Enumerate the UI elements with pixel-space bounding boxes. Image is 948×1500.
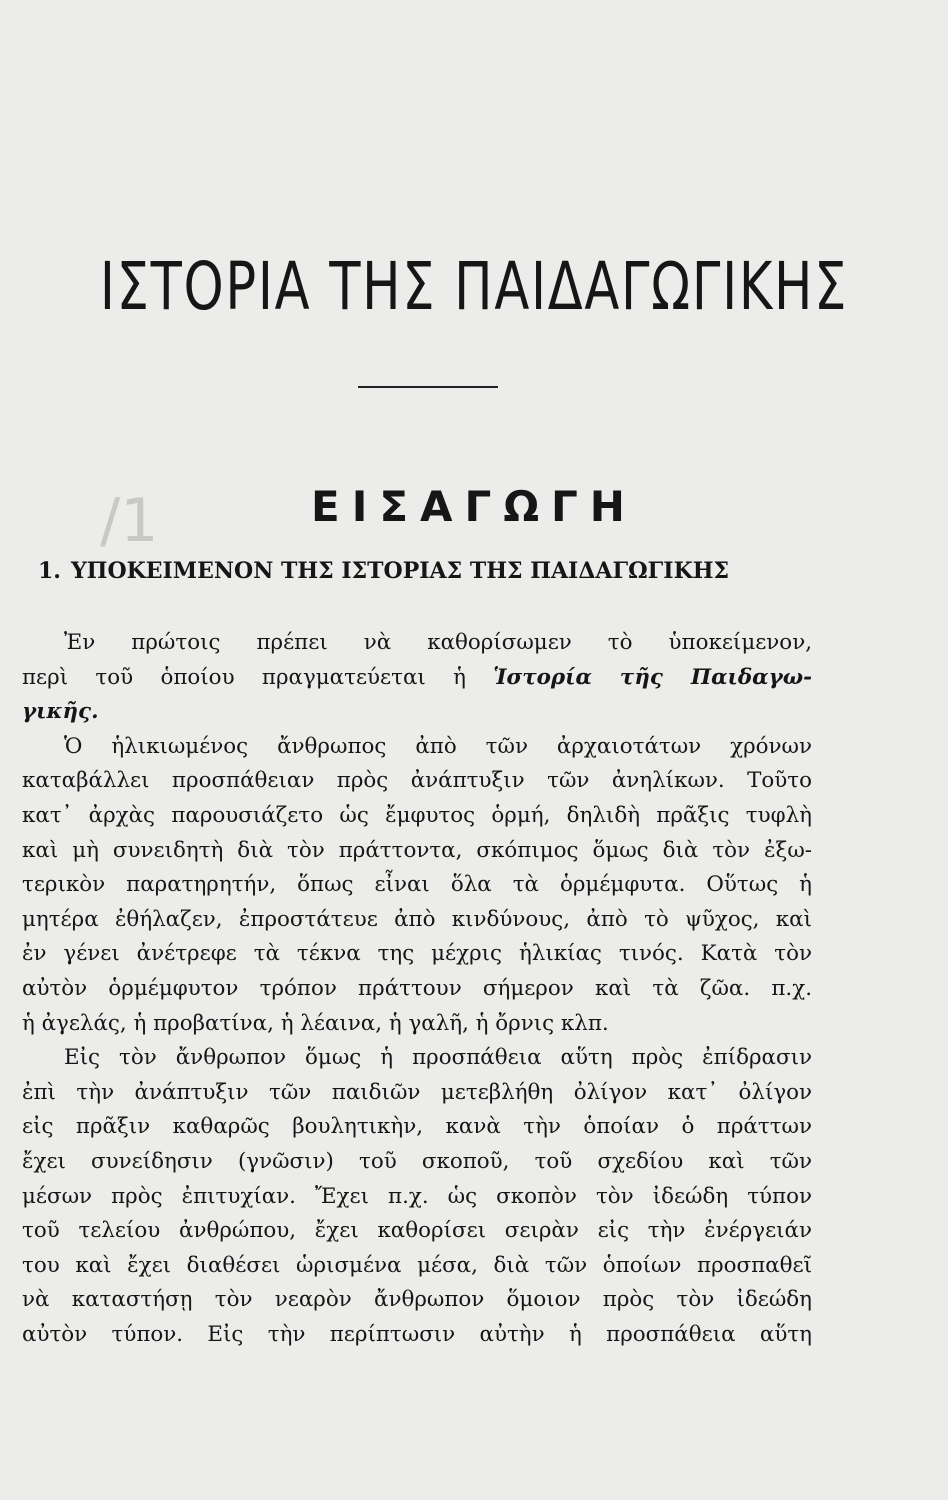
text-line: μητέρα ἐθήλαζεν, ἐπροστάτευε ἀπὸ κινδύνους, ἀπὸ τὸ ψῦχος, καὶ xyxy=(22,906,812,932)
text-line: Εἰς τὸν ἄνθρωπον ὅμως ἡ προσπάθεια αὕτη πρὸς ἐπίδρασιν xyxy=(64,1045,812,1071)
text-line: καταβάλλει προσπάθειαν πρὸς ἀνάπτυξιν τῶν ἀνηλίκων. Τοῦτο xyxy=(22,768,812,794)
text-line xyxy=(22,661,812,696)
text-line: τοῦ τελείου ἀνθρώπου, ἔχει καθορίσει σειρὰν εἰς τὴν ἐνέργειάν xyxy=(22,1218,812,1244)
section-title: ΥΠΟΚΕΙΜΕΝΟΝ ΤΗΣ ΙΣΤΟΡΙΑΣ ΤΗΣ ΠΑΙΔΑΓΩΓΙΚΗΣ xyxy=(70,558,730,584)
text-line: εἰς πρᾶξιν καθαρῶς βουλητικὴν, κανὰ τὴν ὁποίαν ὁ πράττων xyxy=(22,1114,812,1140)
title-divider xyxy=(358,386,498,388)
text-line: ἐν γένει ἀνέτρεφε τὰ τέκνα της μέχρις ἡλικίας τινός. Κατὰ τὸν xyxy=(22,941,812,967)
text-line: του καὶ ἔχει διαθέσει ὡρισμένα μέσα, διὰ τῶν ὁποίων προσπαθεῖ xyxy=(22,1252,812,1278)
text-line: ἡ ἀγελάς, ἡ προβατίνα, ἡ λέαινα, ἡ γαλῆ, ἡ ὄρνις κλπ. xyxy=(22,1010,609,1036)
text-line: αὐτὸν ὁρμέμφυτον τρόπον πράττουν σήμερον καὶ τὰ ζῶα. π.χ. xyxy=(22,975,812,1001)
text-line: ἐπὶ τὴν ἀνάπτυξιν τῶν παιδιῶν μετεβλήθη ὀλίγον κατ᾿ ὀλίγον xyxy=(22,1079,812,1105)
text-line: τερικὸν παρατηρητήν, ὅπως εἶναι ὅλα τὰ ὁρμέμφυτα. Οὕτως ἡ xyxy=(22,872,812,898)
text-line: ἔχει συνείδησιν (γνῶσιν) τοῦ σκοποῦ, τοῦ σχεδίου καὶ τῶν xyxy=(22,1148,812,1174)
text-line: Ὁ ἡλικιωμένος ἄνθρωπος ἀπὸ τῶν ἀρχαιοτάτων χρόνων xyxy=(64,733,812,759)
text-span: περὶ τοῦ ὁποίου πραγματεύεται ἡ xyxy=(22,664,466,690)
text-line: γικῆς. xyxy=(22,699,99,725)
book-title: ΙΣΤΟΡΙΑ ΤΗΣ ΠΑΙΔΑΓΩΓΙΚΗΣ xyxy=(99,248,849,325)
text-line: Ἐν πρώτοις πρέπει νὰ καθορίσωμεν τὸ ὑποκείμενον, xyxy=(64,630,812,655)
text-line: αὐτὸν τύπον. Εἰς τὴν περίπτωσιν αὐτὴν ἡ προσπάθεια αὕτη xyxy=(22,1321,812,1347)
text-line: καὶ μὴ συνειδητὴ διὰ τὸν πράττοντα, σκόπιμος ὅμως διὰ τὸν ἐξω- xyxy=(22,837,812,863)
text-line: νὰ καταστήσῃ τὸν νεαρὸν ἄνθρωπον ὅμοιον πρὸς τὸν ἰδεώδη xyxy=(22,1287,812,1313)
pencil-mark: /1 xyxy=(100,486,159,556)
text-line: μέσων πρὸς ἐπιτυχίαν. Ἔχει π.χ. ὡς σκοπὸν τὸν ἰδεώδη τύπον xyxy=(22,1183,812,1209)
italic-book-title: Ἱστορία τῆς Παιδαγω- xyxy=(493,664,812,690)
introduction-heading: ΕΙΣΑΓΩΓΗ xyxy=(311,482,637,531)
section-number: 1. xyxy=(38,558,61,584)
text-line: κατ᾿ ἀρχὰς παρουσιάζετο ὡς ἔμφυτος ὁρμή, δηλιδὴ πρᾶξις τυφλὴ xyxy=(22,802,812,828)
section-heading xyxy=(38,558,798,584)
body-text xyxy=(22,626,812,1352)
